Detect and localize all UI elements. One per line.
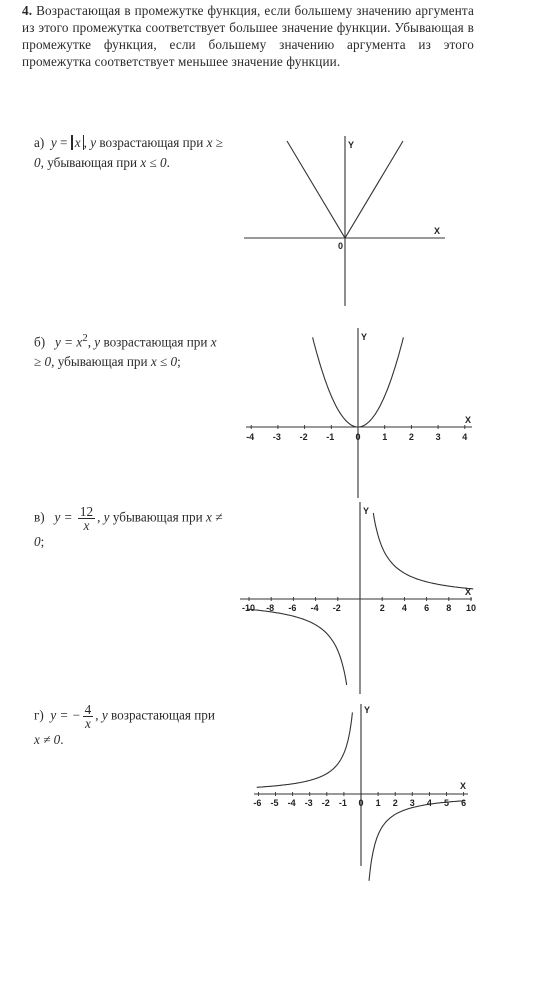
abs-bars (71, 135, 84, 150)
item-a (34, 133, 224, 173)
item-c-text-y: y (103, 509, 110, 525)
item-a-text-4: . (166, 155, 170, 170)
item-c-text-1: , (97, 509, 104, 525)
y-axis-label: Y (364, 705, 371, 715)
item-c (34, 505, 224, 552)
x-tick-label: -2 (332, 603, 341, 613)
item-a-formula-y: y (50, 135, 57, 150)
x-tick-label: 1 (382, 432, 388, 442)
item-b-text-y: y (94, 334, 101, 350)
x-tick-label: 1 (375, 798, 381, 808)
item-d-formula-lhs: y = − (50, 707, 81, 723)
x-tick-label: -1 (326, 432, 335, 442)
item-c-text-2: убывающая при (109, 509, 206, 525)
item-a-text-1: , (83, 135, 91, 150)
x-tick-label: -4 (310, 603, 319, 613)
item-b-letter: б) (34, 334, 46, 350)
x-tick-label: -2 (321, 798, 330, 808)
x-tick-label: -6 (288, 603, 297, 613)
x-tick-label: -1 (338, 798, 347, 808)
x-tick-label: -4 (287, 798, 296, 808)
item-d-text-1: , (95, 707, 102, 723)
item-d-letter: г) (34, 707, 44, 723)
item-b-text-1: , (87, 334, 95, 350)
x-tick-label: 6 (424, 603, 430, 613)
item-a-text-3: , убывающая при (40, 155, 141, 170)
graph-parabola (240, 320, 480, 500)
x-tick-label: -10 (242, 603, 256, 613)
x-tick-label: 4 (401, 603, 407, 613)
origin-label: 0 (338, 241, 344, 251)
x-axis-label: X (465, 587, 472, 597)
item-a-text-y: y (90, 135, 97, 150)
item-a-text-2: возрастающая при (96, 135, 207, 150)
x-tick-label: 3 (435, 432, 441, 442)
x-tick-label: -8 (266, 603, 275, 613)
item-c-text-4: ; (40, 534, 45, 549)
x-axis-label: X (460, 781, 467, 791)
item-b-formula: y = x (55, 334, 83, 350)
x-tick-label: 2 (408, 432, 414, 442)
graph-hyperbola-minus4 (250, 700, 476, 870)
fraction-denominator: x (85, 716, 91, 731)
y-axis-label: Y (361, 332, 368, 342)
x-tick-label: -5 (270, 798, 279, 808)
fraction (78, 505, 95, 532)
fraction-numerator: 12 (79, 504, 94, 519)
item-a-cond-2: x ≤ 0 (140, 155, 167, 170)
item-a-formula-eq: = (56, 135, 71, 150)
x-tick-label: 2 (392, 798, 398, 808)
x-tick-label: -3 (304, 798, 313, 808)
item-b-text-3: , убывающая при (51, 354, 151, 370)
x-tick-label: -6 (253, 798, 262, 808)
item-c-letter: в) (34, 509, 45, 525)
item-b-text-2: возрастающая при (100, 334, 211, 350)
intro-paragraph (22, 2, 474, 70)
x-tick-label: 8 (446, 603, 452, 613)
x-tick-label: 5 (444, 798, 450, 808)
hyperbola-branch-right (373, 513, 473, 589)
x-tick-label: 6 (461, 798, 467, 808)
hyperbola-branch-left (257, 712, 353, 787)
graph-abs (240, 128, 450, 310)
item-b-cond-2: x ≤ 0 (150, 354, 178, 370)
item-b-power: 2 (82, 332, 88, 344)
x-tick-label: 4 (426, 798, 432, 808)
x-tick-label: 10 (466, 603, 477, 613)
item-a-formula-arg: x (74, 135, 81, 150)
y-axis-label: Y (348, 140, 355, 150)
x-tick-label: 0 (358, 798, 364, 808)
item-d-text-2: возрастающая при (107, 707, 215, 723)
x-axis-label: X (465, 415, 472, 425)
graph-hyperbola-12 (236, 498, 480, 698)
item-c-formula-lhs: y = (54, 509, 76, 525)
item-a-letter: а) (34, 135, 45, 150)
x-tick-label: 3 (409, 798, 415, 808)
fraction-numerator: 4 (84, 702, 92, 717)
item-d-cond: x ≠ 0 (34, 732, 61, 747)
exercise-number: 4. (22, 3, 33, 18)
item-d-text-y: y (101, 707, 108, 723)
fraction-denominator: x (83, 518, 90, 533)
fraction (83, 703, 94, 730)
item-d-text-4: . (60, 732, 64, 747)
x-tick-label: 2 (379, 603, 385, 613)
x-tick-label: 4 (462, 432, 468, 442)
item-d (34, 703, 224, 750)
item-b-cond-1: x ≥ 0 (34, 334, 217, 370)
hyperbola-branch-right (369, 801, 465, 881)
item-a-cond-1: x ≥ 0 (34, 135, 223, 170)
x-tick-label: -3 (272, 432, 281, 442)
intro-text: Возрастающая в промежутке функция, если большему значению аргумента из этого промежутка соответствует большее значение функции. Убывающая в промежутке функция, если большему значению аргумента из этого промежутка соответствует меньшее значение функции. (22, 3, 475, 69)
item-b-text-4: ; (177, 354, 181, 370)
x-tick-label: -2 (299, 432, 308, 442)
x-axis-label: X (434, 226, 441, 236)
x-tick-label: 0 (355, 432, 361, 442)
item-b (34, 328, 224, 372)
hyperbola-branch-left (247, 609, 347, 685)
y-axis-label: Y (363, 506, 370, 516)
item-c-cond: x ≠ 0 (34, 509, 223, 549)
x-tick-label: -4 (246, 432, 255, 442)
